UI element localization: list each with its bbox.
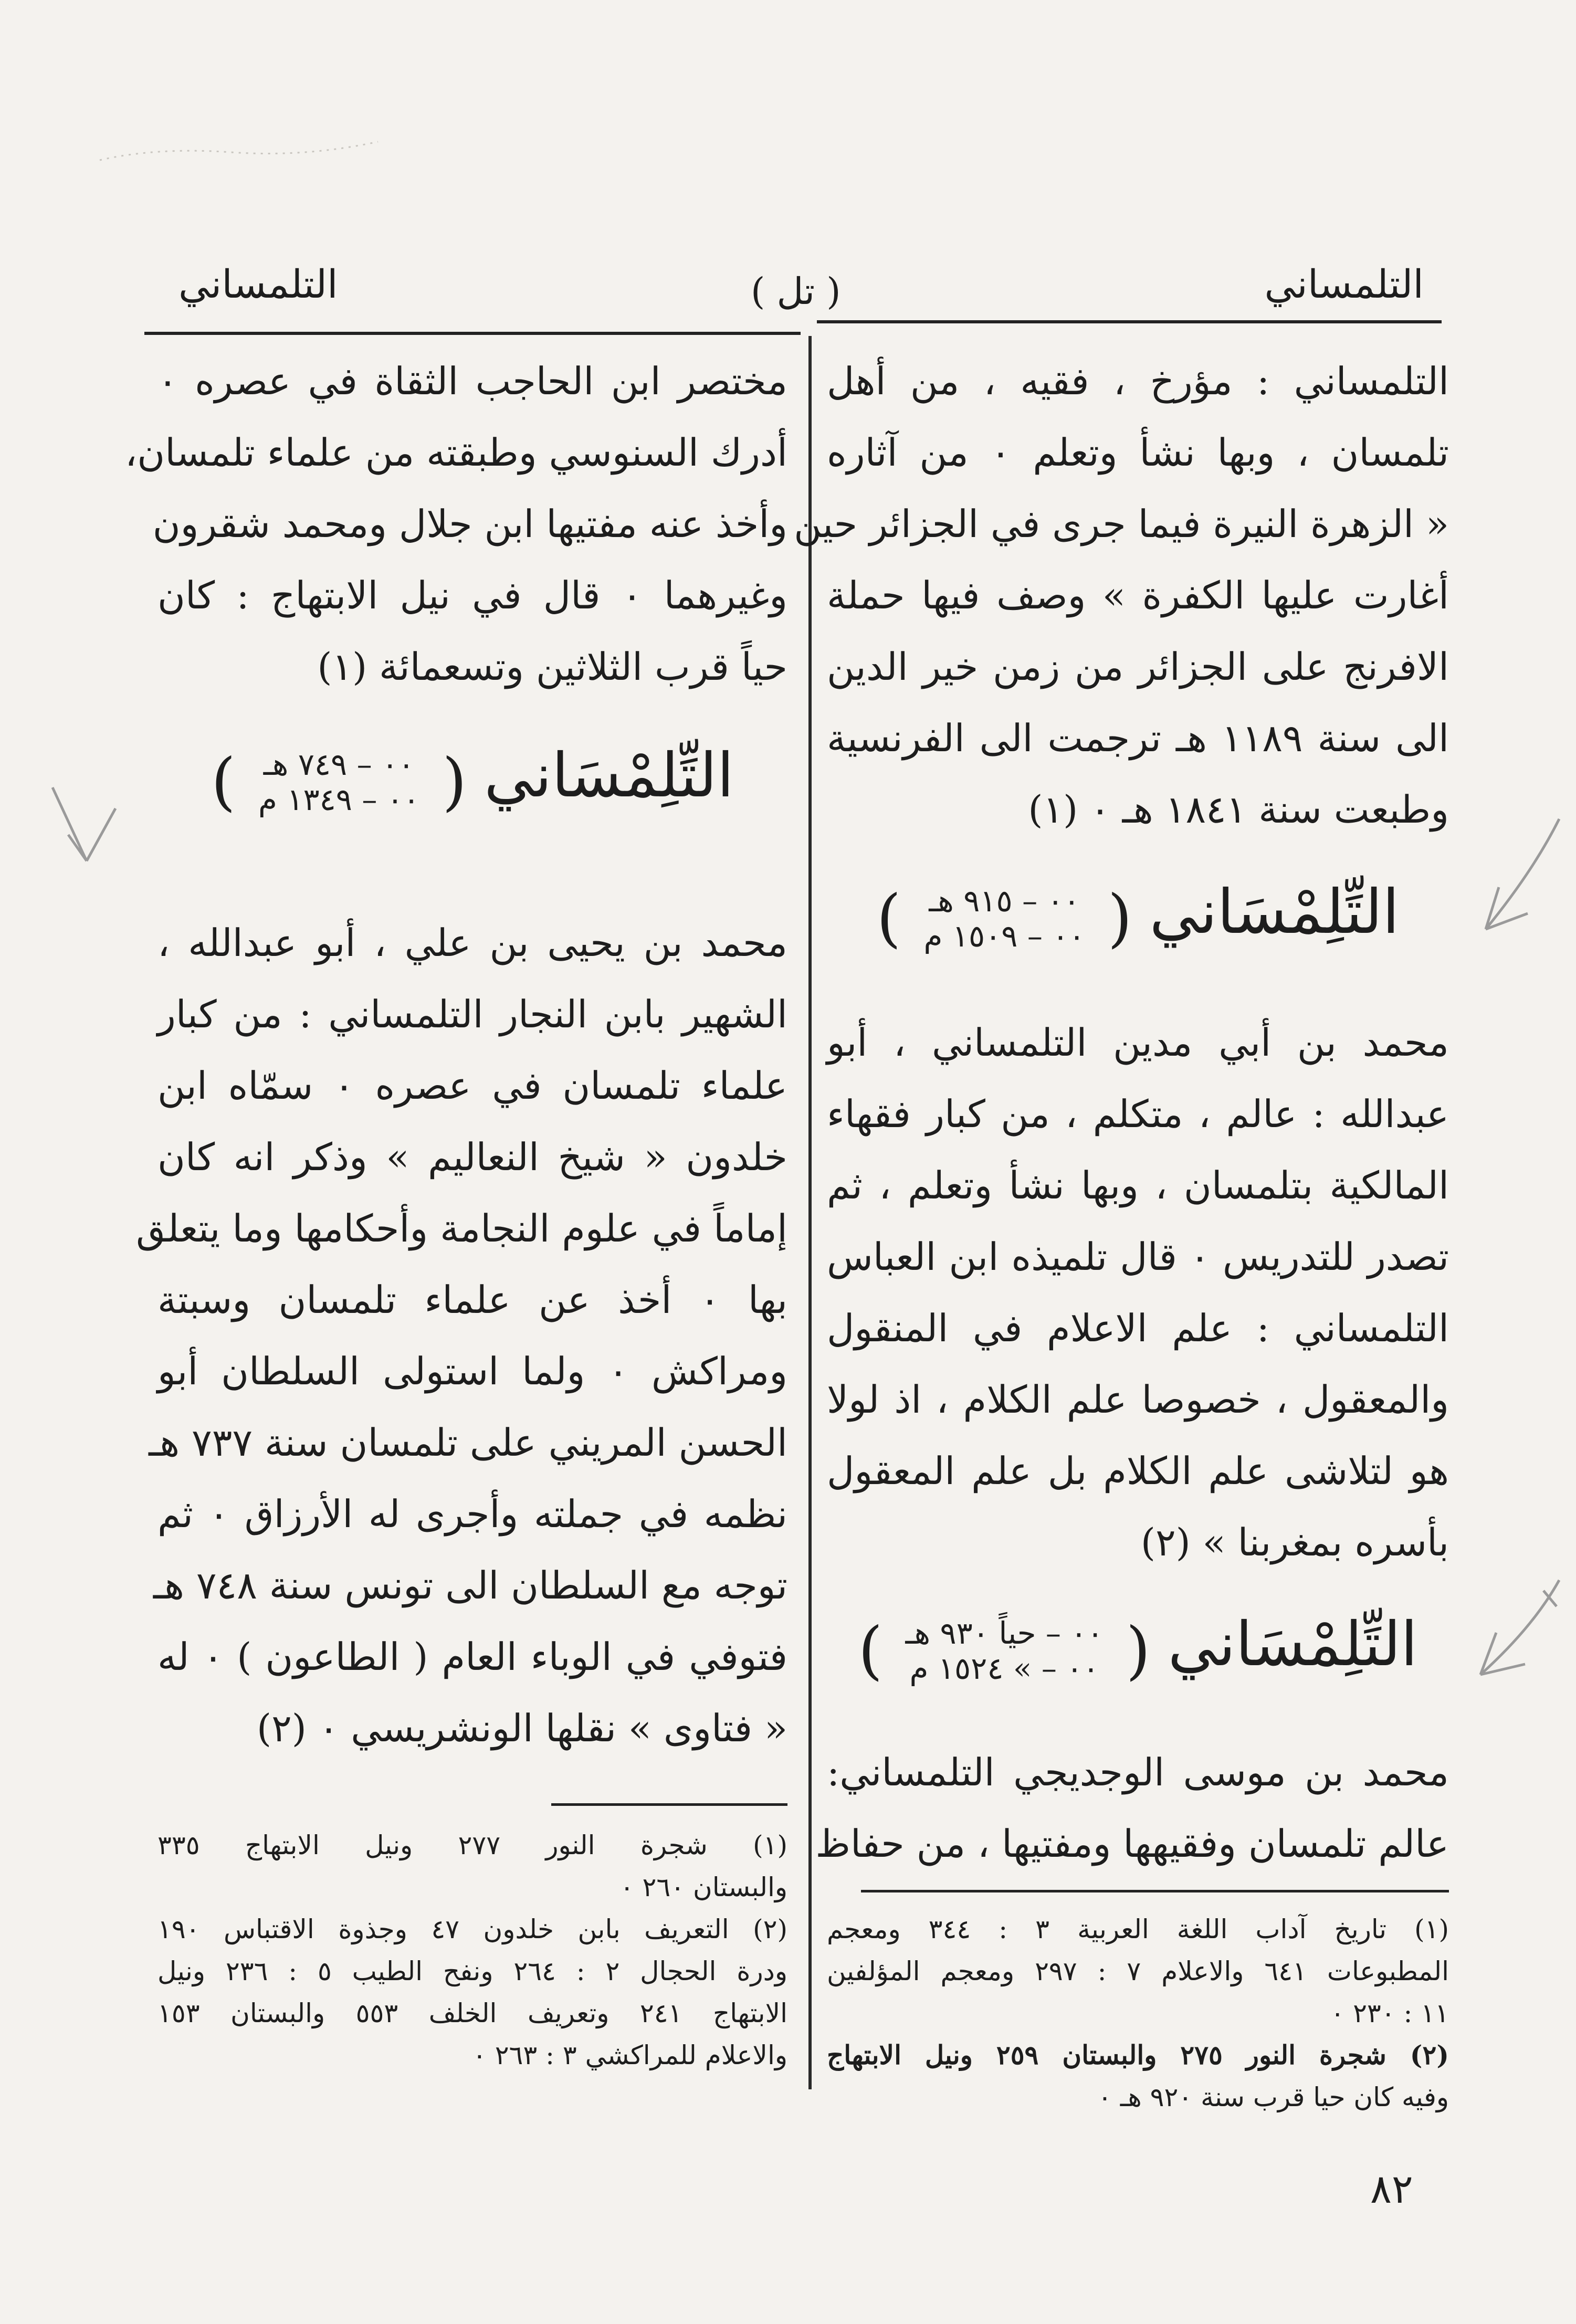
text-line: ومراكش ٠ ولما استولى السلطان أبو xyxy=(157,1349,787,1393)
text-line: تصدر للتدريس ٠ قال تلميذه ابن العباس xyxy=(827,1235,1449,1279)
entry-heading-right-2: التِّلِمْسَاني ( ٠٠ – ٩١٥ هـ ٠٠ – ١٥٠٩ م ) xyxy=(876,877,1400,955)
date-hijri: ٠٠ – حياً ٩٣٠ هـ xyxy=(905,1615,1104,1652)
text-line: تلمسان ، وبها نشأ وتعلم ٠ من آثاره xyxy=(827,430,1449,475)
text-line: « الزهرة النيرة فيما جرى في الجزائر حين xyxy=(794,502,1449,546)
footnote-line: والاعلام للمراكشي ٣ : ٢٦٣ ٠ xyxy=(472,2040,787,2070)
column-divider xyxy=(808,336,812,2089)
text-line: المالكية بتلمسان ، وبها نشأ وتعلم ، ثم xyxy=(827,1163,1449,1207)
footnote-line: (٢) التعريف بابن خلدون ٤٧ وجذوة الاقتباس ١٩٠ xyxy=(157,1914,787,1944)
page-number: ٨٢ xyxy=(1370,2165,1413,2212)
footnote-line: (٢) شجرة النور ٢٧٥ والبستان ٢٥٩ ونيل الابتهاج xyxy=(827,2039,1449,2070)
text-line: « فتاوى » نقلها الونشريسي ٠ (٢) xyxy=(257,1706,787,1750)
headword-dates xyxy=(258,747,419,817)
text-line: التلمساني : علم الاعلام في المنقول xyxy=(827,1306,1449,1350)
date-hijri: ٠٠ – ٧٤٩ هـ xyxy=(263,746,415,783)
running-header-right: التلمساني xyxy=(1264,262,1424,307)
headword-name: التِّلِمْسَاني xyxy=(1149,877,1400,948)
text-line: إماماً في علوم النجامة وأحكامها وما يتعلق xyxy=(136,1206,787,1250)
text-line: التلمساني : مؤرخ ، فقيه ، من أهل xyxy=(827,359,1449,403)
text-line: حياً قرب الثلاثين وتسعمائة (١) xyxy=(317,645,787,689)
date-hijri: ٠٠ – ٩١٥ هـ xyxy=(929,883,1080,919)
entry-heading-left-2: التِّلِمْسَاني ( ٠٠ – ٧٤٩ هـ ٠٠ – ١٣٤٩ م ) xyxy=(211,740,734,818)
text-line: عالم تلمسان وفقيهها ومفتيها ، من حفاظ xyxy=(815,1822,1449,1866)
footnote-line: المطبوعات ٦٤١ والاعلام ٧ : ٢٩٧ ومعجم المؤلفين xyxy=(827,1956,1449,1986)
running-header-center: ( تل ) xyxy=(751,270,841,313)
date-gregorian: ٠٠ – ١٣٤٩ م xyxy=(258,781,420,817)
footnote-line: وفيه كان حيا قرب سنة ٩٢٠ هـ ٠ xyxy=(1098,2082,1449,2112)
text-line: علماء تلمسان في عصره ٠ سمّاه ابن xyxy=(157,1064,787,1108)
text-line: هو لتلاشى علم الكلام بل علم المعقول xyxy=(827,1449,1449,1493)
footnote-line: (١) تاريخ آداب اللغة العربية ٣ : ٣٤٤ ومعجم xyxy=(827,1914,1449,1944)
headword-dates xyxy=(905,1616,1103,1686)
text-line: نظمه في جملته وأجرى له الأرزاق ٠ ثم xyxy=(157,1492,788,1536)
left-column xyxy=(125,0,788,2324)
text-line: الافرنج على الجزائر من زمن خير الدين xyxy=(827,645,1449,689)
footnote-line: والبستان ٢٦٠ ٠ xyxy=(619,1872,787,1902)
footnote-line: الابتهاج ٢٤١ وتعريف الخلف ٥٥٣ والبستان ١٥٣ xyxy=(157,1998,787,2028)
text-line: محمد بن يحيى بن علي ، أبو عبدالله ، xyxy=(157,921,787,965)
running-header-left: التلمساني xyxy=(178,262,338,307)
pencil-arrow-mark xyxy=(1465,1570,1575,1690)
text-line: أدرك السنوسي وطبقته من علماء تلمسان، xyxy=(125,430,787,475)
headword-name: التِّلِمْسَاني xyxy=(1168,1609,1418,1680)
text-line: توجه مع السلطان الى تونس سنة ٧٤٨ هـ xyxy=(153,1563,787,1607)
date-gregorian: ٠٠ – ١٥٠٩ م xyxy=(923,918,1085,954)
text-line: وطبعت سنة ١٨٤١ هـ ٠ (١) xyxy=(1028,787,1449,832)
entry-heading-right-3: التِّلِمْسَاني ( ٠٠ – حياً ٩٣٠ هـ ٠٠ – » ١٥٢٤ م ) xyxy=(858,1609,1418,1687)
headword-name: التِّلِمْسَاني xyxy=(484,740,734,811)
text-line: الحسن المريني على تلمسان سنة ٧٣٧ هـ xyxy=(149,1421,787,1465)
text-line: مختصر ابن الحاجب الثقاة في عصره ٠ xyxy=(157,359,787,403)
text-line: والمعقول ، خصوصا علم الكلام ، اذ لولا xyxy=(827,1377,1449,1422)
right-column xyxy=(794,0,1449,2324)
text-line: بها ٠ أخذ عن علماء تلمسان وسبتة xyxy=(157,1278,787,1322)
text-line: خلدون « شيخ النعاليم » وذكر انه كان xyxy=(157,1135,787,1179)
footnote-line: (١) شجرة النور ٢٧٧ ونيل الابتهاج ٣٣٥ xyxy=(157,1830,787,1860)
text-line: الى سنة ١١٨٩ هـ ترجمت الى الفرنسية xyxy=(827,716,1449,760)
text-line: أغارت عليها الكفرة » وصف فيها حملة xyxy=(827,573,1449,617)
text-line: وأخذ عنه مفتيها ابن جلال ومحمد شقرون xyxy=(152,502,787,546)
footnote-rule xyxy=(551,1803,787,1806)
text-line: الشهير بابن النجار التلمساني : من كبار xyxy=(157,992,787,1036)
pencil-arrow-mark xyxy=(37,777,126,882)
text-line: عبدالله : عالم ، متكلم ، من كبار فقهاء xyxy=(827,1092,1449,1136)
date-gregorian: ٠٠ – » ١٥٢٤ م xyxy=(909,1650,1099,1686)
text-line: وغيرهما ٠ قال في نيل الابتهاج : كان xyxy=(157,573,787,617)
text-line: محمد بن موسى الوجديجي التلمساني: xyxy=(827,1750,1449,1794)
footnote-rule xyxy=(861,1890,1449,1892)
footnote-line: ١١ : ٢٣٠ ٠ xyxy=(1330,1998,1449,2028)
pencil-arrow-mark xyxy=(1470,808,1575,945)
text-line: بأسره بمغربنا » (٢) xyxy=(1140,1520,1449,1564)
text-line: فتوفي في الوباء العام ( الطاعون ) ٠ له xyxy=(157,1635,787,1679)
footnote-line: ودرة الحجال ٢ : ٢٦٤ ونفح الطيب ٥ : ٢٣٦ ونيل xyxy=(157,1956,788,1986)
text-line: محمد بن أبي مدين التلمساني ، أبو xyxy=(827,1021,1449,1065)
headword-dates xyxy=(923,884,1085,953)
